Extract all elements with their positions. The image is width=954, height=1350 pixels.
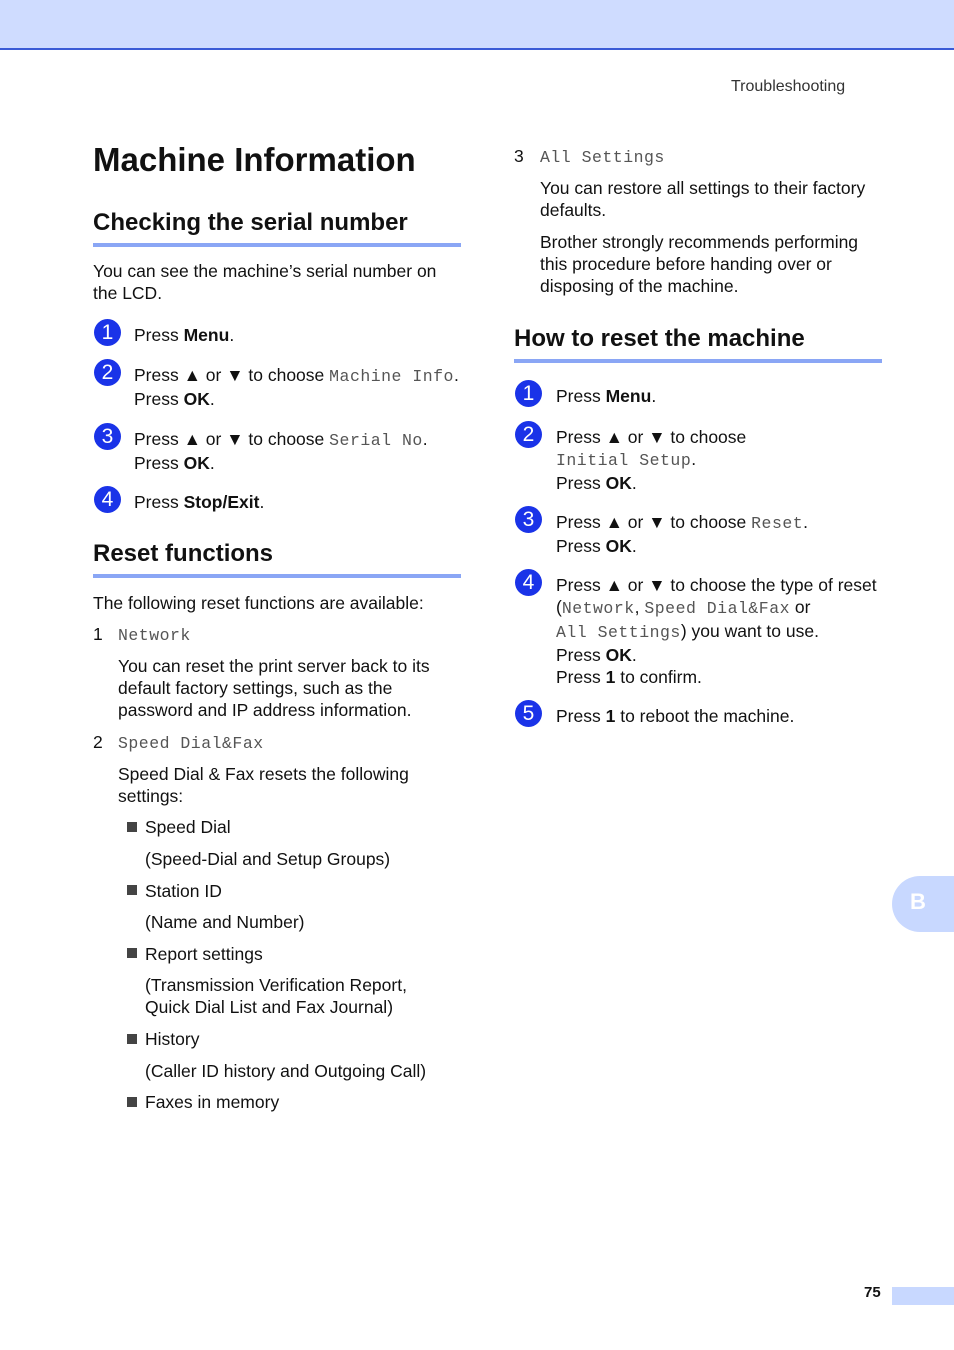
bullet-label: Station ID [145, 881, 222, 901]
bullet-label: History [145, 1029, 200, 1049]
reset-item-desc: Speed Dial & Fax resets the following settings: [118, 764, 409, 806]
howto-step-2: Press ▲ or ▼ to choose Initial Setup. Press OK. [556, 427, 747, 493]
bullet-sub: (Speed-Dial and Setup Groups) [145, 849, 391, 869]
bullet-square-icon [127, 948, 137, 958]
chapter-tab: B [892, 876, 954, 932]
reset-item-note: Brother strongly recommends performing this procedure before handing over or disposing of the machine. [540, 232, 859, 296]
page-title: Machine Information [93, 141, 416, 178]
howto-step-5: Press 1 to reboot the machine. [556, 706, 795, 726]
running-header: Troubleshooting [731, 78, 846, 95]
reset-item-number: 1 [93, 624, 103, 644]
reset-intro: The following reset functions are available: [93, 593, 424, 613]
serial-step-1: Press Menu. [134, 325, 235, 345]
reset-item-number: 2 [93, 732, 103, 752]
step-number-badge: 5 [515, 700, 542, 727]
bullet-square-icon [127, 1034, 137, 1044]
page-number: 75 [864, 1284, 881, 1301]
step-number-badge: 3 [94, 423, 121, 450]
heading-reset-functions: Reset functions [93, 540, 461, 578]
bullet-label: Faxes in memory [145, 1092, 280, 1112]
bullet-square-icon [127, 1097, 137, 1107]
reset-item-number: 3 [514, 146, 524, 166]
step-number-badge: 1 [94, 319, 121, 346]
reset-item-desc: You can restore all settings to their factory defaults. [540, 178, 866, 220]
reset-item-name: Network [118, 626, 191, 645]
howto-step-4: Press ▲ or ▼ to choose the type of reset (Network, Speed Dial&Fax or All Settings) you want to use. Press OK. Press 1 to confirm. [556, 575, 877, 687]
bullet-square-icon [127, 822, 137, 832]
step-number-badge: 4 [515, 569, 542, 596]
step-number-badge: 2 [515, 421, 542, 448]
serial-step-4: Press Stop/Exit. [134, 492, 265, 512]
bullet-label: Report settings [145, 944, 263, 964]
page-number-bar [892, 1287, 954, 1305]
reset-item-desc: You can reset the print server back to its default factory settings, such as the password and IP address information. [118, 656, 430, 720]
serial-intro: You can see the machine’s serial number on the LCD. [93, 261, 437, 303]
heading-how-to-reset: How to reset the machine [514, 325, 882, 363]
serial-step-3: Press ▲ or ▼ to choose Serial No. Press OK. [134, 429, 428, 473]
step-number-badge: 1 [515, 380, 542, 407]
bullet-sub: (Transmission Verification Report, Quick Dial List and Fax Journal) [145, 975, 407, 1017]
step-number-badge: 3 [515, 506, 542, 533]
step-number-badge: 4 [94, 486, 121, 513]
howto-step-3: Press ▲ or ▼ to choose Reset. Press OK. [556, 512, 809, 556]
bullet-sub: (Caller ID history and Outgoing Call) [145, 1061, 427, 1081]
top-banner [0, 0, 954, 50]
howto-step-1: Press Menu. [556, 386, 657, 406]
reset-item-name: Speed Dial&Fax [118, 734, 264, 753]
bullet-label: Speed Dial [145, 817, 231, 837]
serial-step-2: Press ▲ or ▼ to choose Machine Info. Press OK. [134, 365, 459, 409]
heading-serial: Checking the serial number [93, 209, 461, 247]
bullet-square-icon [127, 885, 137, 895]
bullet-sub: (Name and Number) [145, 912, 305, 932]
step-number-badge: 2 [94, 359, 121, 386]
reset-item-name: All Settings [540, 148, 665, 167]
